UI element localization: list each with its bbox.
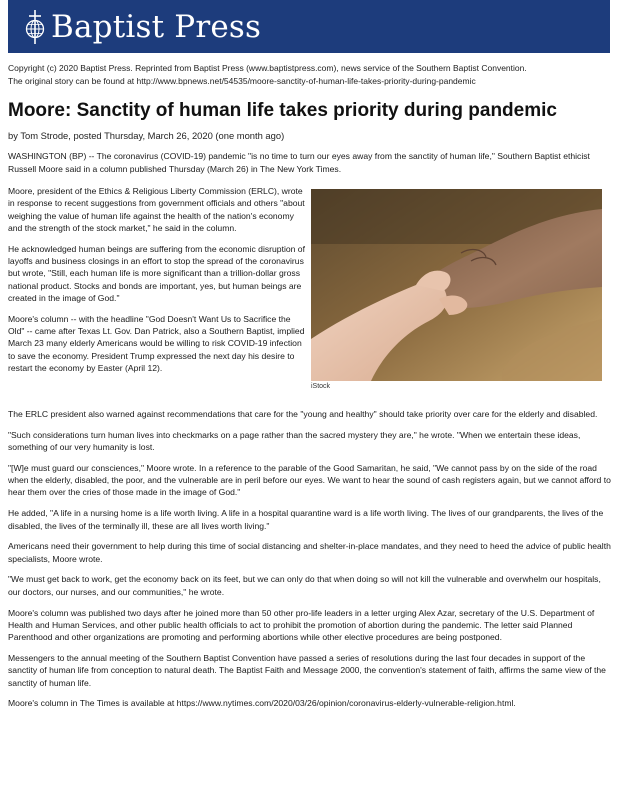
article-headline: Moore: Sanctity of human life takes priority during pandemic xyxy=(8,100,557,121)
left-column xyxy=(8,185,305,383)
paragraph: The ERLC president also warned against recommendations that care for the "young and healthy" should take priority over care for the elderly and disabled. xyxy=(8,409,598,419)
paragraph: Moore, president of the Ethics & Religious Liberty Commission (ERLC), wrote in response to recent suggestions from government officials and others "about weighing the value of human life against the health of the nation's economy and the strength of the stock market," he said in the column. xyxy=(8,186,305,233)
paragraph: He added, "A life in a nursing home is a life worth living. A life in a hospital quarantine ward is a life worth living. The lives of our grandparents, the lives of the disabled, the lives of the terminally ill, these are all lives worth living." xyxy=(8,508,604,531)
copyright-line: Copyright (c) 2020 Baptist Press. Reprinted from Baptist Press (www.baptistpress.com), news service of the Southern Baptist Convention. xyxy=(8,63,527,73)
paragraph: Messengers to the annual meeting of the Southern Baptist Convention have passed a series of resolutions during the last four decades in support of the sanctity of human life from conception to natural death. The Baptist Faith and Message 2000, the convention's statement of faith, affirms the same view of the sanctity of human life. xyxy=(8,652,606,688)
globe-cross-icon xyxy=(24,9,46,45)
copyright-notice xyxy=(8,62,608,87)
paragraph: Moore's column in The Times is available at https://www.nytimes.com/2020/03/26/opinion/coronavirus-elderly-vulnerable-religion.html. xyxy=(8,698,516,709)
masthead-title: Baptist Press xyxy=(51,8,262,45)
paragraph: Moore's column was published two days after he joined more than 50 other pro-life leaders in a letter urging Alex Azar, secretary of the U.S. Department of Health and Human Services, and other public health officials to act to prohibit the promotion of abortion during the pandemic. The letter said Planned Parenthood and other organizations are promoting and performing abortions while other elective procedures are being postponed. xyxy=(8,607,595,643)
article-body xyxy=(8,408,612,718)
lead-paragraph: WASHINGTON (BP) -- The coronavirus (COVID-19) pandemic "is no time to turn our eyes away from the sanctity of human life," Southern Baptist ethicist Russell Moore said in a column published Thursday (March 26) in The New York Times. xyxy=(8,151,590,174)
paragraph: He acknowledged human beings are suffering from the economic disruption of layoffs and business closings in an effort to stop the spread of the coronavirus but wrote, "Still, each human life is more significant than a trillion-dollar gross national product. Stocks and bonds are important, yes, but human beings are created in the image of God." xyxy=(8,243,305,303)
paragraph: Moore's column -- with the headline "God Doesn't Want Us to Sacrifice the Old" -- came after Texas Lt. Gov. Dan Patrick, also a Southern Baptist, implied March 23 many elderly Americans would be willing to risk COVID-19 infection to save the economy. President Trump expressed the next day his desire to restart the economy by Easter (April 12). xyxy=(8,313,305,373)
paragraph: "Such considerations turn human lives into checkmarks on a page rather than the sacred mystery they are," he wrote. "When we entertain these ideas, something of our very humanity is lost. xyxy=(8,429,581,453)
article-figure xyxy=(311,189,602,390)
holding-hands-photo xyxy=(311,189,602,381)
article-byline: by Tom Strode, posted Thursday, March 26, 2020 (one month ago) xyxy=(8,130,285,141)
original-story-line: The original story can be found at http://www.bpnews.net/54535/moore-sanctity-of-human-life-takes-priority-during-pandemic xyxy=(8,75,476,86)
masthead xyxy=(8,0,610,53)
paragraph: Americans need their government to help during this time of social distancing and shelter-in-place mandates, and they need to heed the advice of public health specialists, Moore wrote. xyxy=(8,541,611,564)
paragraph: "We must get back to work, get the economy back on its feet, but we can only do that when doing so will not kill the vulnerable and overwhelm our hospitals, our doctors, our nurses, and our communities," he wrote. xyxy=(8,574,601,597)
paragraph: "[W]e must guard our consciences," Moore wrote. In a reference to the parable of the Good Samaritan, he said, "We cannot pass by on the side of the road when the elderly, disabled, the poor, and the vulnerable are in peril before our eyes. We want to hear the sound of cash registers again, but we cannot afford to hear them over the cries of those made in the image of God." xyxy=(8,462,611,498)
photo-caption: iStock xyxy=(311,383,331,390)
